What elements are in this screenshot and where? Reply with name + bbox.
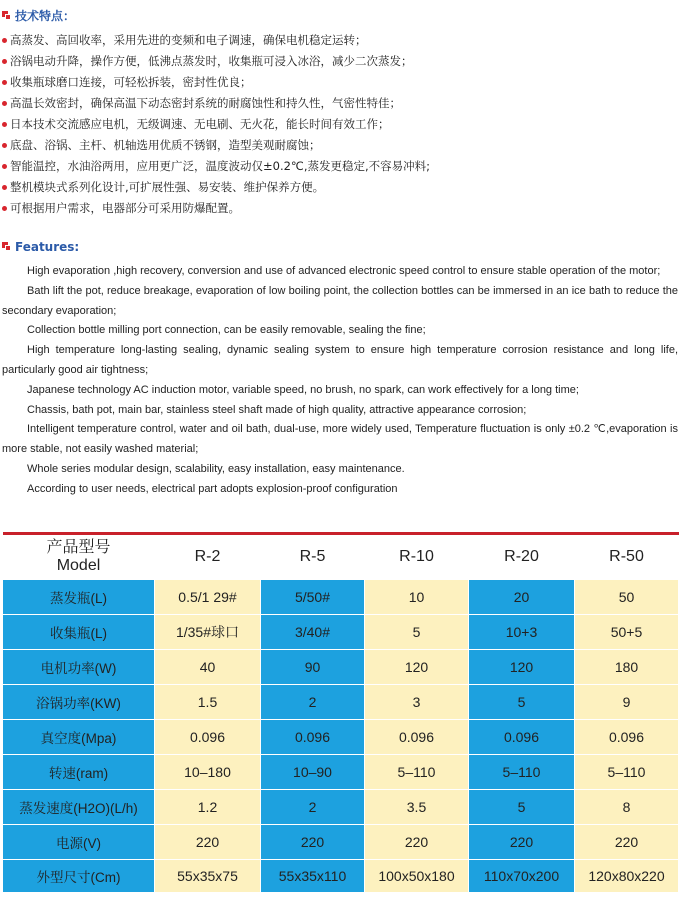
table-cell: 5–110: [469, 755, 575, 790]
table-cell: 20: [469, 580, 575, 615]
table-cell: 55x35x75: [155, 860, 261, 893]
table-cell: 5: [365, 615, 469, 650]
table-cell: 5–110: [365, 755, 469, 790]
model-en-label: Model: [56, 557, 101, 574]
features-section-title: [2, 240, 79, 254]
table-cell: 120: [365, 650, 469, 685]
row-label-cell: 转速(ram): [3, 755, 155, 790]
feature-paragraph: Chassis, bath pot, main bar, stainless steel shaft made of high quality, attractive appearance corrosion;: [27, 403, 527, 416]
row-label-cell: 收集瓶(L): [3, 615, 155, 650]
tech-section-title: [2, 7, 75, 24]
table-cell: 120x80x220: [575, 860, 679, 893]
row-label-cell: 电源(V): [3, 825, 155, 860]
table-cell: 55x35x110: [261, 860, 365, 893]
red-dot-icon: [2, 143, 7, 148]
list-item: 日本技术交流感应电机，无级调速、无电刷、无火花，能长时间有效工作；: [2, 114, 430, 135]
red-dot-icon: [2, 38, 7, 43]
model-column-header: R-5: [261, 534, 365, 580]
table-cell: 5/50#: [261, 580, 365, 615]
row-label-cell: 真空度(Mpa): [3, 720, 155, 755]
table-cell: 220: [575, 825, 679, 860]
feature-paragraph: Japanese technology AC induction motor, variable speed, no brush, no spark, can work effectively for a long time;: [27, 383, 579, 396]
feature-paragraph: Collection bottle milling port connection, can be easily removable, sealing the fine;: [27, 324, 426, 337]
table-row: [3, 615, 679, 650]
table-cell: 0.096: [469, 720, 575, 755]
feature-paragraph: High evaporation ,high recovery, conversion and use of advanced electronic speed control to ensure stable operation of the motor;: [27, 265, 661, 277]
red-dot-icon: [2, 59, 7, 64]
table-cell: 5: [469, 790, 575, 825]
list-item: 底盘、浴锅、主杆、机轴选用优质不锈钢，造型美观耐腐蚀；: [2, 135, 430, 156]
spec-table: [2, 532, 679, 893]
row-label-cell: 浴锅功率(KW): [3, 685, 155, 720]
table-row: [3, 685, 679, 720]
table-cell: 90: [261, 650, 365, 685]
table-cell: 0.5/1 29#: [155, 580, 261, 615]
table-cell: 220: [155, 825, 261, 860]
red-square-bullet-icon: [2, 242, 11, 252]
table-row: [3, 650, 679, 685]
table-cell: 0.096: [365, 720, 469, 755]
table-cell: 220: [365, 825, 469, 860]
model-column-header: R-20: [469, 534, 575, 580]
model-column-header: R-50: [575, 534, 679, 580]
table-cell: 2: [261, 685, 365, 720]
table-cell: 8: [575, 790, 679, 825]
table-cell: 1.5: [155, 685, 261, 720]
table-cell: 40: [155, 650, 261, 685]
table-row: [3, 580, 679, 615]
table-cell: 50: [575, 580, 679, 615]
feature-paragraph: Intelligent temperature control, water and oil bath, dual-use, more widely used, Temperature fluctuation is only ±0.2 ℃,evaporation is more stable, not easily washed material;: [2, 423, 678, 456]
red-dot-icon: [2, 185, 7, 190]
table-row: [3, 720, 679, 755]
table-cell: 220: [261, 825, 365, 860]
list-item: 可根据用户需求，电器部分可采用防爆配置。: [2, 198, 430, 219]
table-cell: 10–90: [261, 755, 365, 790]
table-cell: 1.2: [155, 790, 261, 825]
table-cell: 100x50x180: [365, 860, 469, 893]
feature-paragraph: High temperature long-lasting sealing, dynamic sealing system to ensure high temperature corrosion resistance and long life, particularly good air tightness;: [2, 344, 678, 376]
table-cell: 1/35#球口: [155, 615, 261, 650]
table-cell: 0.096: [261, 720, 365, 755]
table-cell: 5: [469, 685, 575, 720]
table-cell: 3/40#: [261, 615, 365, 650]
list-item: 整机模块式系列化设计,可扩展性强、易安装、维护保养方便。: [2, 177, 430, 198]
table-header-row: [3, 534, 679, 580]
red-dot-icon: [2, 122, 7, 127]
tech-feature-list: [2, 30, 430, 219]
row-label-cell: 蒸发速度(H2O)(L/h): [3, 790, 155, 825]
red-dot-icon: [2, 164, 7, 169]
table-cell: 0.096: [575, 720, 679, 755]
red-square-bullet-icon: [2, 11, 11, 21]
feature-paragraph: Whole series modular design, scalability, easy installation, easy maintenance.: [27, 462, 405, 475]
tech-title-text: 技术特点：: [15, 9, 76, 23]
model-header-cell: [3, 534, 155, 580]
row-label-cell: 外型尺寸(Cm): [3, 860, 155, 893]
red-dot-icon: [2, 206, 7, 211]
feature-paragraph: Bath lift the pot, reduce breakage, evaporation of low boiling point, the collection bottles can be immersed in an ice bath to reduce the secondary evaporation;: [2, 284, 678, 317]
model-column-header: R-10: [365, 534, 469, 580]
table-cell: 9: [575, 685, 679, 720]
model-cn-label: 产品型号: [46, 539, 111, 556]
row-label-cell: 蒸发瓶(L): [3, 580, 155, 615]
table-cell: 10–180: [155, 755, 261, 790]
table-cell: 50+5: [575, 615, 679, 650]
table-cell: 5–110: [575, 755, 679, 790]
features-title-text: Features:: [15, 240, 80, 254]
feature-paragraph: According to user needs, electrical part adopts explosion-proof configuration: [27, 482, 398, 495]
table-cell: 0.096: [155, 720, 261, 755]
table-cell: 180: [575, 650, 679, 685]
red-dot-icon: [2, 80, 7, 85]
table-cell: 110x70x200: [469, 860, 575, 893]
list-item: 收集瓶球磨口连接，可轻松拆装，密封性优良；: [2, 72, 430, 93]
table-cell: 10: [365, 580, 469, 615]
table-row: [3, 860, 679, 893]
table-row: [3, 825, 679, 860]
red-dot-icon: [2, 101, 7, 106]
table-cell: 120: [469, 650, 575, 685]
list-item: 高蒸发、高回收率，采用先进的变频和电子调速，确保电机稳定运转；: [2, 30, 430, 51]
features-text-block: [2, 262, 678, 500]
list-item: 浴锅电动升降，操作方便，低沸点蒸发时，收集瓶可浸入冰浴，减少二次蒸发；: [2, 51, 430, 72]
list-item: 智能温控，水油浴两用，应用更广泛，温度波动仅±0.2℃,蒸发更稳定,不容易冲料;: [2, 156, 430, 177]
table-row: [3, 790, 679, 825]
table-cell: 3.5: [365, 790, 469, 825]
table-row: [3, 755, 679, 790]
row-label-cell: 电机功率(W): [3, 650, 155, 685]
table-cell: 3: [365, 685, 469, 720]
table-cell: 220: [469, 825, 575, 860]
table-cell: 2: [261, 790, 365, 825]
model-column-header: R-2: [155, 534, 261, 580]
list-item: 高温长效密封，确保高温下动态密封系统的耐腐蚀性和持久性，气密性特佳；: [2, 93, 430, 114]
table-cell: 10+3: [469, 615, 575, 650]
